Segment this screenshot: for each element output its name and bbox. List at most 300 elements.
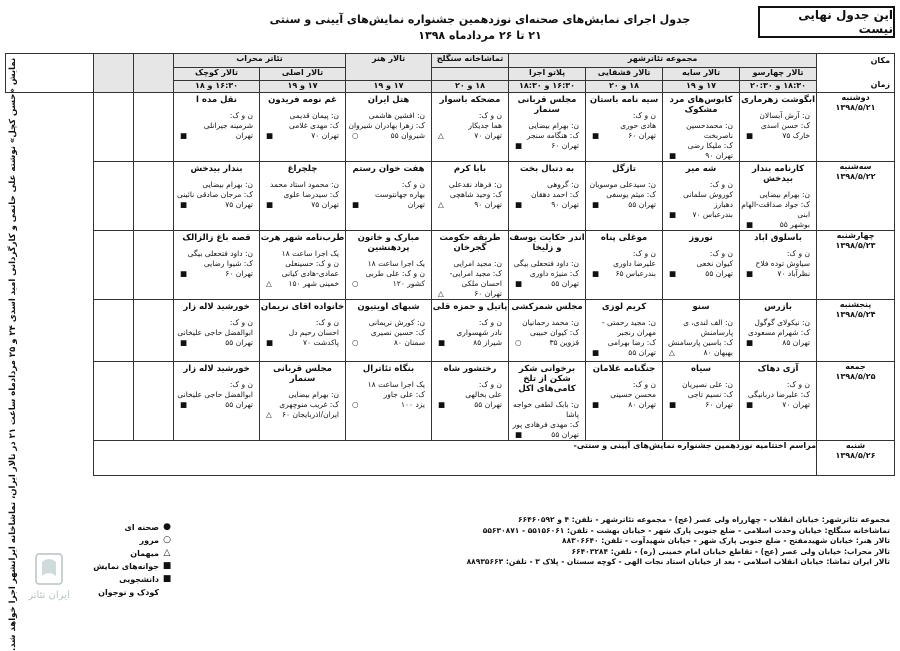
city-duration: بوشهر ۵۵ [779,220,811,229]
day-label [817,300,895,362]
city-duration: تهران ۶۰ [628,131,657,140]
blank-cell [134,362,174,441]
blank-cell [94,93,134,162]
legend-item [90,547,172,560]
city-duration: تهران ۵۵ [705,269,734,278]
section-mark-icon: ■ [592,131,600,140]
city-line [346,279,431,289]
play-director: نادر شهسواری [456,328,503,337]
play-director: ک: حسین نصیری [370,328,426,337]
play-director: علی بخالهی [465,390,503,399]
city-line [260,200,345,210]
performance-cell [509,93,586,162]
play-director: بهاره جهانتوست [374,190,426,199]
play-title: کریم لوزی [601,302,647,312]
play-title: کابوس‌های مرد مشکوک [669,95,733,115]
play-writer: ن: آرش آبسالان [759,111,811,120]
performance-cell [174,362,260,441]
play-director: ک: مهدی فرهادی پور [512,420,580,429]
play-title: خورشید لاله زار [183,302,250,312]
legend-item [90,521,172,534]
day-row [6,93,895,162]
day-date: ۱۳۹۸/۵/۲۶ [835,451,876,460]
performance-cell [432,231,509,300]
city-duration: تهران ۷۵ [225,200,254,209]
performance-cell [346,162,432,231]
city-duration: بندرعباس ۷۰ [692,210,734,219]
section-mark-icon: ■ [266,338,274,347]
section-mark-icon: ■ [180,200,188,209]
play-director: ک: علی جاور [383,390,426,399]
performance-cell [260,162,346,231]
city-line [346,200,431,210]
performance-cell [663,162,740,231]
hall-time: ۱۶:۳۰ و ۱۸ [174,80,260,92]
section-mark-icon: ■ [669,400,677,409]
blank-cell [94,362,134,441]
play-director: ابوالفضل حاجی علیخانی [177,328,254,337]
section-mark-icon: ■ [180,269,188,278]
group-header: مجموعه تئاترشهر [509,54,817,68]
day-name: جمعه [845,362,866,371]
city-duration: تهران ۵۵ [628,348,657,357]
play-title: مجلس قربانی سنمار [273,364,332,384]
address-line: تالار هنر: خیابان شهیدمفتح - ضلع جنوبی پارک شهر - خیابان شهیدآوت - تلفن: ۸۸۳۰۶۶۴۰ [562,536,890,545]
play-director: ک: هنگامه سنجر [526,131,580,140]
city-line [509,279,585,289]
legend-label: مرور [139,536,159,545]
section-mark-icon: ■ [180,131,188,140]
performance-cell [346,231,432,300]
hall-header [432,68,509,80]
legend-symbol: ○ [163,535,171,545]
section-mark-icon: ○ [352,338,359,347]
play-writer: ن و ک: [709,249,734,258]
city-line [663,151,739,161]
day-name: سه‌شنبه [839,162,872,171]
hall-time: ۱۷ و ۱۹ [346,80,432,92]
play-writer: ن و ک: [478,318,503,327]
city-line [586,269,662,279]
performance-cell [586,362,663,441]
section-mark-icon: ○ [515,338,522,347]
day-date: ۱۳۹۸/۵/۲۲ [835,172,876,181]
city-duration: یزد ۱۰۰ [400,400,426,409]
city-duration: تهران ۶۰ [551,141,580,150]
city-duration: تهران ۷۰ [311,131,340,140]
play-title: بابا کرم [453,164,487,174]
city-line [432,289,508,299]
play-title: شه میر [685,164,717,174]
city-duration: تهران [407,200,426,209]
side-note: نمایش «حسن کچل» نوشته علی حاتمی و کارگردانی امید اسدی ۲۴ و ۲۵ مردادماه ساعت ۲۱ در تالار ایران، تماشاخانه ایرانشهر اجرا خواهد شد. [8,58,18,651]
play-title: برخوانی شکر شکن از تلخ کامی‌های اکل [518,364,576,394]
play-writer: ن: پیمان قدیمی [289,111,340,120]
city-duration: تهران ۷۰ [782,400,811,409]
legend-symbol: ● [163,522,171,532]
city-line [174,400,259,410]
play-director: کوروش سلمانی دهبارز [683,190,734,209]
play-title: موغلی پناه [600,233,648,243]
section-mark-icon: ■ [266,200,274,209]
play-title: اندر حکایت یوسف و زلیخا [509,233,585,253]
day-row [6,300,895,362]
city-line [346,400,431,410]
performance-cell [174,93,260,162]
performance-cell [740,231,817,300]
section-mark-icon: ■ [438,400,446,409]
city-line [509,338,585,348]
hall-header: پلاتو اجرا [509,68,586,80]
play-director: ک: شهرام مسعودی [748,328,811,337]
play-writer: ن: افشین هاشمی [368,111,426,120]
city-line [663,348,739,358]
legend [90,521,172,599]
performance-cell [174,231,260,300]
play-writer: ن: بهرام بیضایی [528,121,580,130]
section-mark-icon: ■ [438,338,446,347]
city-duration: شیراز ۸۵ [473,338,503,347]
group-header: تالار هنر [346,54,432,81]
logo-text: ایران تئاتر [28,590,70,601]
section-mark-icon: ■ [515,430,523,439]
city-line [346,131,431,141]
blank-cell [134,162,174,231]
city-line [174,338,259,348]
play-writer: ن: بهرام بیضایی [759,190,811,199]
play-title: سنو [692,302,710,312]
address-line: تالار محراب: خیابان ولی عصر (عج) - تقاطع خیابان امام خمینی (ره) - تلفن: ۶۶۴۰۳۲۸۴ [571,546,890,556]
city-duration: تهران ۷۵ [311,200,340,209]
performance-cell [432,162,509,231]
play-title: کارنامه بندار بیدخش [751,164,805,184]
section-mark-icon: ○ [352,400,359,409]
day-date: ۱۳۹۸/۵/۲۳ [835,241,876,250]
city-line [663,210,739,220]
play-director: ک: وحید شاهچی [449,190,503,199]
play-writer: ن و ک: [786,380,811,389]
hall-header: تالار قشقایی [586,68,663,80]
legend-label: میهمان [130,549,159,558]
city-line [432,338,508,348]
play-title: سیاه [691,364,712,374]
performance-cell [174,162,260,231]
play-writer: ن: کورش نریمانی [368,318,426,327]
section-mark-icon: ■ [669,210,677,219]
city-line [174,200,259,210]
play-title: نقل مده ا [196,95,237,105]
hall-header: تالار سایه [663,68,740,80]
city-line [509,430,585,440]
city-duration: تهران ۵۵ [474,400,503,409]
city-duration: سمنان ۸۰ [393,338,426,347]
day-label [817,162,895,231]
section-mark-icon: ○ [352,131,359,140]
play-writer: ن: داود فتحعلی بیگی [513,259,580,268]
city-duration: تهران ۵۵ [628,200,657,209]
performance-cell [740,362,817,441]
hall-time: ۱۷ و ۱۹ [260,80,346,92]
city-line [586,400,662,410]
city-line [174,131,259,141]
play-title: باسلوق اباد [754,233,802,243]
section-mark-icon: ■ [592,400,600,409]
city-duration: تهران ۸۵ [782,338,811,347]
performance-cell [740,300,817,362]
section-mark-icon: ■ [180,338,188,347]
hall-header: تالار اصلی [260,68,346,80]
play-writer: ن و ک: [632,249,657,258]
city-duration: تهران ۸۰ [628,400,657,409]
play-writer: ن: علی نصیریان [682,380,734,389]
legend-label: جوانه‌های نمایش [93,562,159,571]
play-title: بندار بیدخش [190,164,243,174]
play-title: خورشید لاله زار [183,364,250,374]
blank-cell [134,231,174,300]
play-writer: ن و ک: [478,380,503,389]
section-mark-icon: △ [266,279,272,288]
performance-cell [260,362,346,441]
play-director: احسان رحیم دل [288,328,340,337]
city-duration: ایران/اذربایجان ۶۰ [282,410,340,419]
legend-item [90,560,172,573]
hall-time: ۱۸:۳۰ و ۲۰:۳۰ [740,80,817,92]
play-writer: یک اجرا ساعت ۱۸ [367,380,426,389]
play-writer: یک اجرا ساعت ۱۸ [367,259,426,268]
city-line [174,269,259,279]
legend-symbol: △ [163,548,171,558]
day-row [6,441,895,476]
play-title: نوروز [689,233,713,243]
play-director: ک: نسیم تاجی [687,390,734,399]
performance-cell [260,93,346,162]
city-duration: کشور ۱۲۰ [392,279,426,288]
venue-label: مکان [870,56,891,65]
play-director: ک: سیدرضا علوی [283,190,340,199]
section-mark-icon: ■ [746,338,754,347]
city-duration: تهران ۵۵ [225,338,254,347]
performance-cell [509,162,586,231]
day-row [6,231,895,300]
play-director: ک: کیوان حبیبی [530,328,580,337]
city-duration: شیروان ۵۵ [390,131,426,140]
section-mark-icon: △ [438,131,444,140]
performance-cell [740,93,817,162]
blank-cell [94,162,134,231]
play-director: ک: احمد دهقان [531,190,580,199]
city-line [586,131,662,141]
city-duration: تهران ۵۵ [225,400,254,409]
city-duration: نظرآباد ۷۰ [777,269,811,278]
play-director: محسن حسینی [610,390,657,399]
hall-time: ۱۶:۳۰ و ۱۸:۳۰ [509,80,586,92]
city-line [740,400,816,410]
play-writer: ن: بابک لطفی خواجه پاشا [512,400,580,419]
section-mark-icon: ■ [746,220,754,229]
group-header: تماشاخانه سنگلج [432,54,509,68]
title-text: جدول اجرای نمایش‌های صحنه‌ای نوزدهمین جشنواره نمایش‌های آیینی و سنتی [269,13,691,26]
city-duration: تهران ۷۰ [474,131,503,140]
play-director: هادی حوری [620,121,657,130]
play-writer: ن: بهرام بیضایی [202,180,254,189]
performance-cell [740,162,817,231]
play-title: ابگوشت زهرماری [741,95,815,105]
section-mark-icon: ■ [352,200,360,209]
play-writer: ن: بهرام بیضایی [288,390,340,399]
day-date: ۱۳۹۸/۵/۲۱ [835,103,876,112]
play-title: سیه نامه باستان [589,95,659,105]
city-line [740,131,816,141]
play-director: ک: ملیکا رضی [687,141,734,150]
play-writer: ن: گروهی [547,180,580,189]
section-mark-icon: ■ [180,400,188,409]
performance-cell [432,93,509,162]
play-title: مجلس شمرکشی [511,302,583,312]
section-mark-icon: ■ [746,131,754,140]
play-title: طریقه حکومت گجرخان [439,233,501,253]
section-mark-icon: ■ [746,269,754,278]
day-name: دوشنبه [841,93,870,102]
city-line [432,400,508,410]
play-director: ک: زهرا بهادران شیروان [348,121,426,130]
play-writer: ن و ک: [229,318,254,327]
play-title: جنگنامه غلامان [592,364,656,374]
day-row [6,162,895,231]
play-director: ک: جواد صداقت-الهام ابنی [741,200,811,219]
city-line [260,279,345,289]
section-mark-icon: ■ [266,131,274,140]
final-notice-badge: این جدول نهایی نیست [758,6,895,38]
legend-item [90,573,172,586]
play-director: ک: یاسین پارسامنش [667,338,734,347]
city-line [432,131,508,141]
play-director: ک: میثم یوسفی [606,190,657,199]
city-duration: بندرعباس ۶۵ [615,269,657,278]
performance-cell [509,300,586,362]
play-title: آزی دهاک [757,364,799,374]
play-director: ک: مرجان صادقی نائینی [176,190,254,199]
section-mark-icon: ■ [592,269,600,278]
performance-cell [509,362,586,441]
city-duration: تهران ۹۰ [705,151,734,160]
city-duration: تهران [235,131,254,140]
play-title: مضحکه باسوار [439,95,501,105]
city-line [509,200,585,210]
section-mark-icon: △ [438,289,444,298]
legend-label: دانشجویی [119,575,159,584]
legend-label: کودک و نوجوان [98,588,159,597]
day-label [817,441,895,476]
city-line [740,220,816,230]
performance-cell [260,300,346,362]
city-duration: تهران ۵۵ [551,430,580,439]
play-title: هتل ایران [367,95,410,105]
performance-cell [663,362,740,441]
city-line [260,338,345,348]
hall-header: تالار چهارسو [740,68,817,80]
page-title [240,12,720,44]
hall-time: ۱۸ و ۲۰ [432,80,509,92]
legend-symbol: ■ [162,561,172,571]
play-writer: ن و ک: [632,380,657,389]
play-director: کیوان نخعی [696,259,734,268]
city-duration: تهران ۹۰ [474,200,503,209]
play-title: هفت خوان رستم [352,164,425,174]
legend-symbol: ■ [162,574,172,584]
performance-cell [586,300,663,362]
play-writer: ن و ک: [315,318,340,327]
corner-cell [817,54,895,93]
section-mark-icon: ■ [592,348,600,357]
performance-cell [663,300,740,362]
day-row [6,362,895,441]
play-writer: ن: محمود استاد محمد [270,180,340,189]
legend-item [90,586,172,599]
city-line [663,269,739,279]
section-mark-icon: ■ [746,400,754,409]
play-title: مجلس قربانی سنمار [517,95,577,115]
legend-item [90,534,172,547]
day-label [817,231,895,300]
play-title: تازگل [612,164,636,174]
city-line [260,410,345,420]
play-writer: ن و ک: [401,180,426,189]
group-header-row [6,54,895,68]
blank-cell [94,300,134,362]
performance-cell [509,231,586,300]
city-duration: خمینی شهر ۱۵۰ [288,279,340,288]
play-director: ک: شیوا رضایی [203,259,254,268]
city-line [586,348,662,358]
day-label [817,362,895,441]
city-line [586,200,662,210]
play-title: چلچراغ [287,164,318,174]
play-writer: ن: مجید رحمتی - مهران رنجبر [601,318,657,337]
section-mark-icon: △ [669,348,675,357]
city-line [432,200,508,210]
play-director: ن و ک: علی طربی [365,269,426,278]
play-writer: ن: نیکولای گوگول [754,318,811,327]
performance-cell [346,93,432,162]
play-director: ک: مهدی غلامی [289,121,340,130]
play-title: رختشور شاه [443,364,497,374]
blank-cell [134,300,174,362]
play-writer: ن و ک: [709,180,734,189]
section-mark-icon: ■ [515,279,523,288]
address-line: مجموعه تئاترشهر: خیابان انقلاب - چهارراه ولی عصر (عج) - مجموعه تئاترشهر - تلفن: ۴ و ۶۶۴۶۰۵۹۲ [517,515,890,524]
play-director: ن و ک: حسینعلی عمادی-هادی کیانی [281,259,340,278]
play-director: ابوالفضل حاجی علیخانی [177,390,254,399]
play-writer: ن و ک: [229,111,254,120]
hall-header: تالار کوچک [174,68,260,80]
play-director: ک: رضا بهرامی [607,338,657,347]
city-duration: تهران ۶۰ [225,269,254,278]
city-line [663,400,739,410]
logo-mask-icon [42,559,56,576]
city-duration: قزوین ۳۵ [549,338,580,347]
blank-cell [94,231,134,300]
play-title: قصه باغ زالزالک [182,233,251,243]
performance-cell [432,362,509,441]
venue-addresses [300,515,890,568]
day-date: ۱۳۹۸/۵/۲۵ [835,372,876,381]
play-title: بازرس [764,302,792,312]
play-director: ک: حسن اسدی [760,121,811,130]
play-writer: ن: داود فتحعلی بیگی [187,249,254,258]
hall-time: ۱۸ و ۲۰ [586,80,663,92]
address-line: تماشاخانه سنگلج: خیابان وحدت اسلامی - ضلع جنوبی پارک شهر - خیابان بهشت - تلفن: ۵۵۱۵۶۰۶۱ - ۵۵۶۳۰۸۷۱ [482,525,890,535]
city-duration: پاکدشت ۷۰ [303,338,340,347]
